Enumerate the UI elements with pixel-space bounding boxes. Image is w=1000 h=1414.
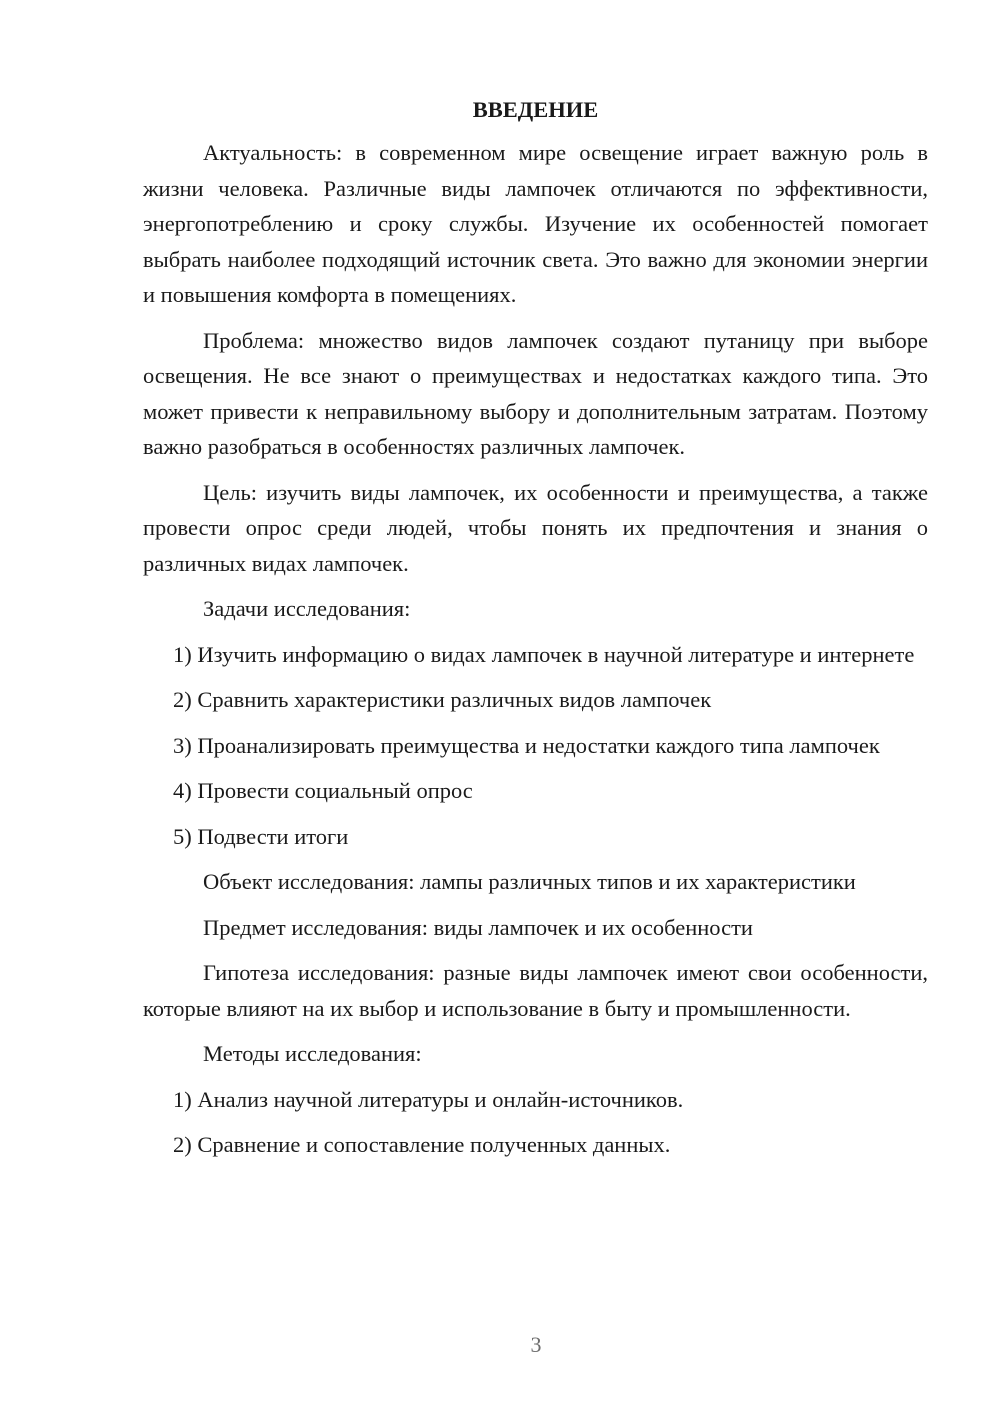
- goal-paragraph: Цель: изучить виды лампочек, их особенности и преимущества, а также провести опрос среди людей, чтобы понять их предпочтения и знания о различных видах лампочек.: [143, 479, 928, 576]
- research-subject: Предмет исследования: виды лампочек и их особенности: [203, 914, 753, 940]
- problem-paragraph: Проблема: множество видов лампочек создают путаницу при выборе освещения. Не все знают о преимуществах и недостатках каждого типа. Это может привести к неправильному выбору и дополнительным затратам. Поэтому важно разобраться в особенностях различных лампочек.: [143, 327, 928, 459]
- task-item-1: 1) Изучить информацию о видах лампочек в научной литературе и интернете: [173, 641, 915, 667]
- task-item-4: 4) Провести социальный опрос: [173, 778, 473, 803]
- task-item-2: 2) Сравнить характеристики различных видов лампочек: [173, 687, 712, 712]
- section-title: ВВЕДЕНИЕ: [472, 97, 599, 122]
- research-object: Объект исследования: лампы различных типов и их характеристики: [203, 869, 856, 894]
- relevance-paragraph: Актуальность: в современном мире освещение играет важную роль в жизни человека. Различные виды лампочек отличаются по эффективности, энергопотреблению и сроку службы. Изучение их особенностей помогает выбрать наиболее подходящий источник света. Это важно для экономии энергии и повышения комфорта в помещениях.: [143, 140, 928, 307]
- document-page: [143, 92, 928, 1173]
- hypothesis-paragraph: Гипотеза исследования: разные виды лампочек имеют свои особенности, которые влияют на их выбор и использование в быту и промышленности.: [143, 960, 928, 1021]
- task-item-5: 5) Подвести итоги: [173, 823, 349, 849]
- method-item-1: 1) Анализ научной литературы и онлайн-источников.: [173, 1086, 684, 1112]
- method-item-2: 2) Сравнение и сопоставление полученных данных.: [173, 1132, 671, 1157]
- task-item-3: 3) Проанализировать преимущества и недостатки каждого типа лампочек: [173, 732, 880, 758]
- page-number: 3: [530, 1332, 542, 1357]
- tasks-heading: Задачи исследования:: [203, 596, 411, 621]
- methods-heading: Методы исследования:: [203, 1041, 422, 1066]
